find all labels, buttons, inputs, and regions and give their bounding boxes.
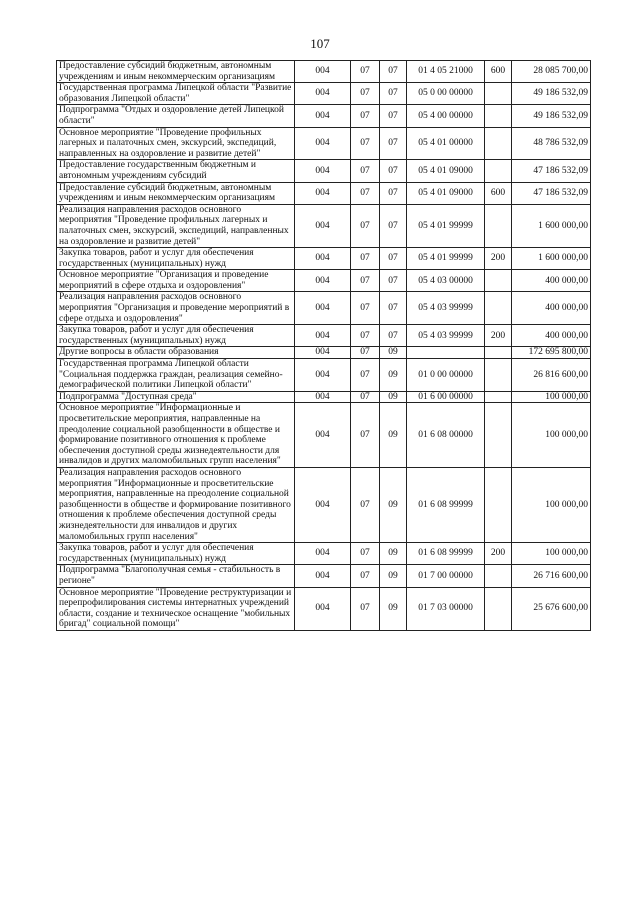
target-article-cell: 05 0 00 00000: [407, 83, 485, 105]
admin-code-cell: 004: [295, 467, 351, 542]
amount-cell: 400 000,00: [512, 325, 591, 347]
amount-cell: 100 000,00: [512, 391, 591, 403]
expense-name-cell: Основное мероприятие "Организация и проведение мероприятий в сфере отдыха и оздоровления": [57, 270, 295, 292]
amount-cell: 172 695 800,00: [512, 347, 591, 359]
section-code-cell: 07: [351, 543, 380, 565]
admin-code-cell: 004: [295, 347, 351, 359]
subsection-code-cell: 07: [380, 127, 407, 160]
expense-name-cell: Закупка товаров, работ и услуг для обеспечения государственных (муниципальных) нужд: [57, 325, 295, 347]
amount-cell: 26 816 600,00: [512, 359, 591, 392]
section-code-cell: 07: [351, 565, 380, 587]
expense-name-cell: Другие вопросы в области образования: [57, 347, 295, 359]
expense-type-cell: 600: [485, 182, 512, 204]
admin-code-cell: 004: [295, 248, 351, 270]
expense-type-cell: 200: [485, 248, 512, 270]
expense-name-cell: Основное мероприятие "Информационные и просветительские мероприятия, направленные на преодоление социальной разобщенности в обществе и формирование позитивного отношения к проблеме обеспечения доступной среды жизнедеятельности для инвалидов и других маломобильных групп населения": [57, 403, 295, 468]
amount-cell: 26 716 600,00: [512, 565, 591, 587]
expense-name-cell: Подпрограмма "Доступная среда": [57, 391, 295, 403]
table-row: [57, 543, 591, 565]
table-row: [57, 248, 591, 270]
subsection-code-cell: 07: [380, 61, 407, 83]
expense-type-cell: [485, 359, 512, 392]
section-code-cell: 07: [351, 83, 380, 105]
table-body: [57, 61, 591, 631]
target-article-cell: 01 6 08 99999: [407, 543, 485, 565]
expense-name-cell: Реализация направления расходов основного мероприятия "Информационные и просветительские мероприятия, направленные на преодоление социальной разобщенности в обществе и формирование позитивного отношения к проблеме обеспечения доступной среды жизнедеятельности для инвалидов и других маломобильных групп населения": [57, 467, 295, 542]
table-row: [57, 182, 591, 204]
amount-cell: 1 600 000,00: [512, 248, 591, 270]
subsection-code-cell: 09: [380, 543, 407, 565]
section-code-cell: 07: [351, 204, 380, 247]
table-row: [57, 270, 591, 292]
admin-code-cell: 004: [295, 359, 351, 392]
expense-name-cell: Государственная программа Липецкой области "Развитие образования Липецкой области": [57, 83, 295, 105]
target-article-cell: [407, 347, 485, 359]
expense-name-cell: Подпрограмма "Отдых и оздоровление детей Липецкой области": [57, 105, 295, 127]
expense-type-cell: 600: [485, 61, 512, 83]
expense-type-cell: 200: [485, 325, 512, 347]
section-code-cell: 07: [351, 160, 380, 182]
subsection-code-cell: 09: [380, 467, 407, 542]
amount-cell: 100 000,00: [512, 543, 591, 565]
expense-type-cell: [485, 270, 512, 292]
amount-cell: 49 186 532,09: [512, 105, 591, 127]
admin-code-cell: 004: [295, 160, 351, 182]
expense-type-cell: [485, 127, 512, 160]
expense-type-cell: [485, 83, 512, 105]
subsection-code-cell: 07: [380, 105, 407, 127]
subsection-code-cell: 07: [380, 248, 407, 270]
table-row: [57, 359, 591, 392]
table-row: [57, 127, 591, 160]
subsection-code-cell: 09: [380, 347, 407, 359]
section-code-cell: 07: [351, 182, 380, 204]
target-article-cell: 01 7 00 00000: [407, 565, 485, 587]
section-code-cell: 07: [351, 105, 380, 127]
admin-code-cell: 004: [295, 587, 351, 630]
admin-code-cell: 004: [295, 270, 351, 292]
subsection-code-cell: 07: [380, 270, 407, 292]
amount-cell: 400 000,00: [512, 270, 591, 292]
table-row: [57, 347, 591, 359]
expense-type-cell: [485, 204, 512, 247]
table-row: [57, 325, 591, 347]
table-row: [57, 403, 591, 468]
target-article-cell: 01 4 05 21000: [407, 61, 485, 83]
subsection-code-cell: 09: [380, 359, 407, 392]
amount-cell: 48 786 532,09: [512, 127, 591, 160]
expense-name-cell: Подпрограмма "Благополучная семья - стабильность в регионе": [57, 565, 295, 587]
table-row: [57, 467, 591, 542]
amount-cell: 47 186 532,09: [512, 182, 591, 204]
target-article-cell: 01 6 08 00000: [407, 403, 485, 468]
table-row: [57, 587, 591, 630]
amount-cell: 28 085 700,00: [512, 61, 591, 83]
amount-cell: 100 000,00: [512, 467, 591, 542]
admin-code-cell: 004: [295, 61, 351, 83]
table-row: [57, 61, 591, 83]
expense-type-cell: [485, 403, 512, 468]
expense-type-cell: 200: [485, 543, 512, 565]
admin-code-cell: 004: [295, 543, 351, 565]
target-article-cell: 05 4 03 99999: [407, 292, 485, 325]
expense-name-cell: Основное мероприятие "Проведение профильных лагерных и палаточных смен, экскурсий, экспедиций, направленных на оздоровление и развитие детей": [57, 127, 295, 160]
target-article-cell: 05 4 01 99999: [407, 248, 485, 270]
budget-table: [56, 60, 591, 631]
expense-type-cell: [485, 160, 512, 182]
expense-name-cell: Предоставление субсидий бюджетным, автономным учреждениям и иным некоммерческим организациям: [57, 61, 295, 83]
subsection-code-cell: 07: [380, 160, 407, 182]
expense-type-cell: [485, 565, 512, 587]
target-article-cell: 05 4 03 99999: [407, 325, 485, 347]
expense-name-cell: Предоставление субсидий бюджетным, автономным учреждениям и иным некоммерческим организациям: [57, 182, 295, 204]
target-article-cell: 05 4 01 09000: [407, 160, 485, 182]
subsection-code-cell: 09: [380, 391, 407, 403]
admin-code-cell: 004: [295, 83, 351, 105]
target-article-cell: 05 4 00 00000: [407, 105, 485, 127]
admin-code-cell: 004: [295, 105, 351, 127]
subsection-code-cell: 09: [380, 587, 407, 630]
expense-name-cell: Реализация направления расходов основного мероприятия "Организация и проведение мероприятий в сфере отдыха и оздоровления": [57, 292, 295, 325]
expense-type-cell: [485, 587, 512, 630]
section-code-cell: 07: [351, 270, 380, 292]
subsection-code-cell: 09: [380, 565, 407, 587]
amount-cell: 49 186 532,09: [512, 83, 591, 105]
section-code-cell: 07: [351, 248, 380, 270]
target-article-cell: 05 4 03 00000: [407, 270, 485, 292]
table-row: [57, 105, 591, 127]
section-code-cell: 07: [351, 292, 380, 325]
subsection-code-cell: 07: [380, 204, 407, 247]
target-article-cell: 01 6 00 00000: [407, 391, 485, 403]
admin-code-cell: 004: [295, 182, 351, 204]
expense-name-cell: Основное мероприятие "Проведение реструктуризации и перепрофилирования системы интернатных учреждений области, создание и техническое оснащение "мобильных бригад" социальной помощи": [57, 587, 295, 630]
expense-type-cell: [485, 105, 512, 127]
amount-cell: 400 000,00: [512, 292, 591, 325]
admin-code-cell: 004: [295, 204, 351, 247]
expense-name-cell: Закупка товаров, работ и услуг для обеспечения государственных (муниципальных) нужд: [57, 543, 295, 565]
admin-code-cell: 004: [295, 391, 351, 403]
page-number: 107: [310, 36, 330, 51]
expense-name-cell: Реализация направления расходов основного мероприятия "Проведение профильных лагерных и палаточных смен, экскурсий, экспедиций, направленных на оздоровление и развитие детей": [57, 204, 295, 247]
section-code-cell: 07: [351, 587, 380, 630]
subsection-code-cell: 07: [380, 83, 407, 105]
expense-name-cell: Государственная программа Липецкой области "Социальная поддержка граждан, реализация семейно-демографической политики Липецкой области": [57, 359, 295, 392]
expense-type-cell: [485, 347, 512, 359]
amount-cell: 100 000,00: [512, 403, 591, 468]
table-row: [57, 83, 591, 105]
table-row: [57, 204, 591, 247]
section-code-cell: 07: [351, 127, 380, 160]
amount-cell: 1 600 000,00: [512, 204, 591, 247]
expense-name-cell: Закупка товаров, работ и услуг для обеспечения государственных (муниципальных) нужд: [57, 248, 295, 270]
target-article-cell: 01 7 03 00000: [407, 587, 485, 630]
target-article-cell: 05 4 01 00000: [407, 127, 485, 160]
admin-code-cell: 004: [295, 403, 351, 468]
target-article-cell: 05 4 01 99999: [407, 204, 485, 247]
section-code-cell: 07: [351, 391, 380, 403]
table-row: [57, 565, 591, 587]
admin-code-cell: 004: [295, 292, 351, 325]
section-code-cell: 07: [351, 325, 380, 347]
expense-type-cell: [485, 292, 512, 325]
table-row: [57, 160, 591, 182]
admin-code-cell: 004: [295, 565, 351, 587]
expense-name-cell: Предоставление государственным бюджетным и автономным учреждениям субсидий: [57, 160, 295, 182]
section-code-cell: 07: [351, 359, 380, 392]
amount-cell: 25 676 600,00: [512, 587, 591, 630]
subsection-code-cell: 09: [380, 403, 407, 468]
target-article-cell: 01 0 00 00000: [407, 359, 485, 392]
subsection-code-cell: 07: [380, 292, 407, 325]
amount-cell: 47 186 532,09: [512, 160, 591, 182]
section-code-cell: 07: [351, 61, 380, 83]
table-row: [57, 391, 591, 403]
section-code-cell: 07: [351, 347, 380, 359]
section-code-cell: 07: [351, 403, 380, 468]
table-row: [57, 292, 591, 325]
target-article-cell: 05 4 01 09000: [407, 182, 485, 204]
subsection-code-cell: 07: [380, 182, 407, 204]
target-article-cell: 01 6 08 99999: [407, 467, 485, 542]
section-code-cell: 07: [351, 467, 380, 542]
expense-type-cell: [485, 391, 512, 403]
expense-type-cell: [485, 467, 512, 542]
admin-code-cell: 004: [295, 127, 351, 160]
subsection-code-cell: 07: [380, 325, 407, 347]
admin-code-cell: 004: [295, 325, 351, 347]
